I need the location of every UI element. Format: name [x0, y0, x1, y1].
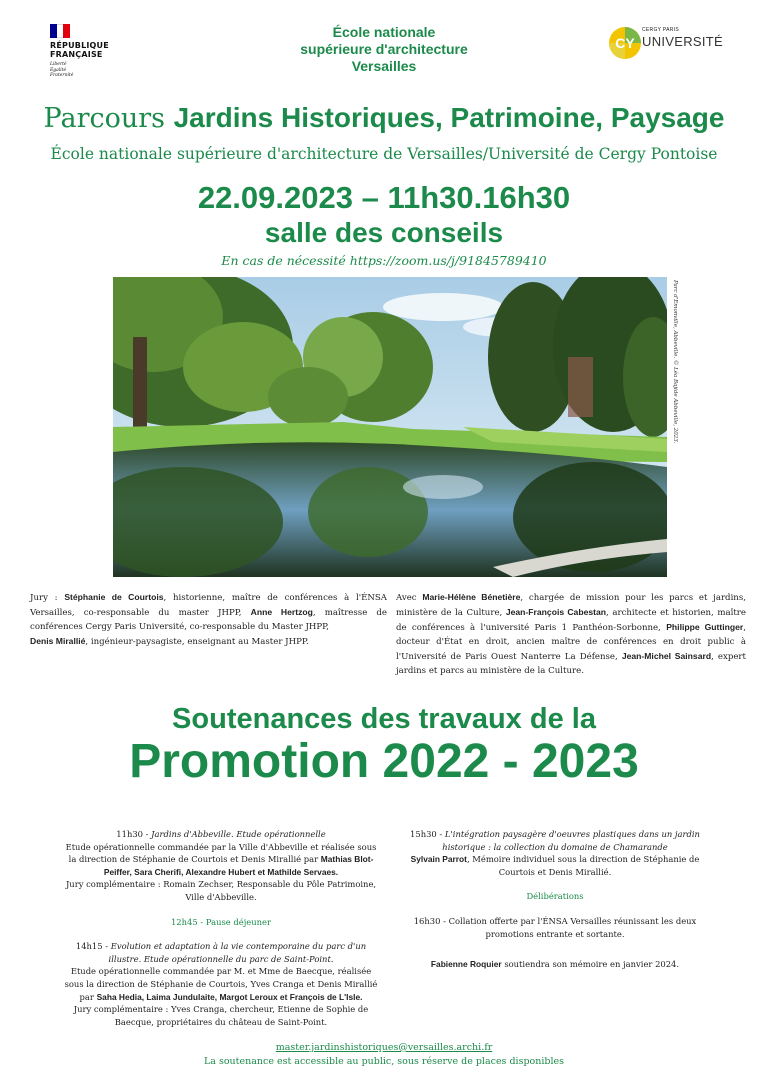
title-main: Jardins Historiques, Patrimoine, Paysage: [173, 102, 725, 133]
jury-left-column: [30, 590, 387, 649]
zoom-link[interactable]: En cas de nécessité https://zoom.us/j/91845789410: [221, 253, 547, 268]
collation: 16h30 - Collation offerte par l'ÉNSA Versailles réunissant les deux promotions entrante et sortante.: [413, 915, 697, 939]
photo-credit-text: Parc d'Emonville, Abbeville. © Léa Bajide Abbeville, 2023.: [672, 280, 678, 444]
session-description: Etude opérationnelle commandée par M. et Mme de Baecque, réalisée sous la direction de Stéphanie de Courtois, Yves Cranga et Denis Mirallié par: [64, 966, 378, 1002]
session-1: [62, 828, 380, 904]
session-jury: Jury complémentaire : Yves Cranga, chercheur, Etienne de Sophie de Baecque, propriétaires du château de Saint-Point.: [73, 1004, 369, 1027]
cy-top-line: CERGY PARIS: [642, 27, 680, 33]
session-students: Sylvain Parrot: [410, 854, 467, 865]
jury-role: , architecte et historien, maître de conférences à l'université Paris 1 Panthéon-Sorbonne,: [396, 608, 747, 633]
marianne-flag-icon: [50, 24, 70, 38]
page-subtitle: École nationale supérieure d'architecture de Versailles/Université de Cergy Pontoise: [50, 145, 718, 163]
school-name-line-3: Versailles: [351, 58, 417, 74]
session-students: Saha Hedia, Laima Jundulaite, Margot Leroux et François de L'Isle.: [96, 991, 363, 1002]
soutenances-heading: Soutenances des travaux de la: [172, 703, 596, 735]
rf-line-1: RÉPUBLIQUE: [50, 41, 109, 50]
jury-prefix: Avec: [396, 593, 423, 603]
rf-motto-liberte: Liberté: [50, 62, 67, 67]
student-note: soutiendra son mémoire en janvier 2024.: [501, 959, 680, 970]
jury-name: Jean-François Cabestan: [505, 607, 607, 617]
jury-name: Jean-Michel Sainsard: [621, 651, 712, 661]
jury-role: , chargée de mission pour les parcs et jardins, ministère de la Culture,: [396, 593, 746, 618]
jury-name: Anne Hertzog: [250, 607, 313, 617]
deliberations: Délibérations: [526, 891, 584, 902]
school-name-line-2: supérieure d'architecture: [300, 41, 468, 57]
jury-role: , expert jardins et parcs au ministère de la Culture.: [396, 652, 746, 676]
jury-right-column: [396, 590, 746, 678]
rf-motto-egalite: Égalité: [50, 67, 67, 73]
page-title: [0, 102, 768, 135]
jury-name: Stéphanie de Courtois: [64, 592, 164, 602]
jury-name: Marie-Hélène Bénetière: [422, 592, 521, 602]
rf-line-2: FRANÇAISE: [50, 50, 103, 59]
event-room: salle des conseils: [264, 217, 504, 248]
fabienne-note: [392, 958, 718, 971]
session-2: [62, 940, 380, 1028]
jury-prefix: Jury :: [30, 593, 65, 603]
jury-role: , maîtresse de conférences Cergy Paris Université, co-responsable du Master JHPP,: [30, 608, 387, 632]
school-name: [234, 24, 534, 75]
cy-mark-icon: [608, 26, 642, 60]
cy-universite-logo: [608, 26, 728, 60]
photo-credit: [668, 280, 680, 500]
session-3: [392, 828, 718, 878]
cy-universite-name: UNIVERSITÉ: [642, 34, 724, 49]
event-date-time: 22.09.2023 – 11h30.16h30: [197, 180, 571, 215]
garden-photo: [113, 277, 667, 577]
session-students: Mathias Blot-Peiffer, Sara Cherifi, Alexandre Hubert et Mathilde Servaes.: [103, 854, 374, 877]
program-left-column: [62, 828, 380, 1028]
session-title: L'intégration paysagère d'oeuvres plastiques dans un jardin historique : la collection du domaine de Chamarande: [442, 829, 700, 852]
title-lead: Parcours: [43, 103, 174, 134]
session-title: Jardins d'Abbeville. Etude opérationnelle: [151, 829, 326, 839]
contact-email-link[interactable]: master.jardinshistoriques@versailles.archi.fr: [275, 1042, 493, 1053]
session-time: 14h15 -: [75, 941, 111, 952]
public-access-note: La soutenance est accessible au public, sous réserve de places disponibles: [203, 1056, 565, 1067]
session-jury: Jury complémentaire : Romain Zechser, Responsable du Pôle Patrimoine, Ville d'Abbeville.: [65, 879, 377, 902]
jury-name: Denis Mirallié: [30, 636, 86, 646]
session-time: 11h30 -: [116, 829, 152, 839]
rf-motto: [50, 62, 130, 79]
jury-role: , ingénieur-paysagiste, enseignant au Master JHPP.: [85, 637, 309, 647]
republique-francaise-logo: [50, 24, 130, 79]
lunch-break: 12h45 - Pause déjeuner: [170, 916, 272, 927]
session-title: Evolution et adaptation à la vie contemporaine du parc d'un illustre. Etude opérationnelle du parc de Saint-Point.: [108, 941, 367, 964]
program-right-column: [392, 828, 718, 971]
session-time: 15h30 -: [410, 829, 445, 839]
student-name: Fabienne Roquier: [430, 959, 502, 970]
school-name-line-1: École nationale: [332, 24, 436, 40]
jury-role: , historienne, maître de conférences à l'ÉNSA Versailles, co-responsable du master JHPP,: [30, 593, 387, 618]
promotion-heading: Promotion 2022 - 2023: [129, 735, 639, 788]
cy-mark-text: CY: [615, 35, 635, 51]
rf-motto-fraternite: Fraternité: [50, 73, 74, 78]
jury-name: Philippe Guttinger: [666, 622, 744, 632]
session-description: Etude opérationnelle commandée par la Ville d'Abbeville et réalisée sous la direction de Stéphanie de Courtois et Denis Mirallié par: [65, 841, 377, 865]
session-description: , Mémoire individuel sous la direction de Stéphanie de Courtois et Denis Mirallié.: [466, 854, 700, 877]
jury-role: , docteur d'État en droit, ancien maître de conférences en droit public à l'Université de Paris Ouest Nanterre La Défense,: [396, 623, 747, 662]
